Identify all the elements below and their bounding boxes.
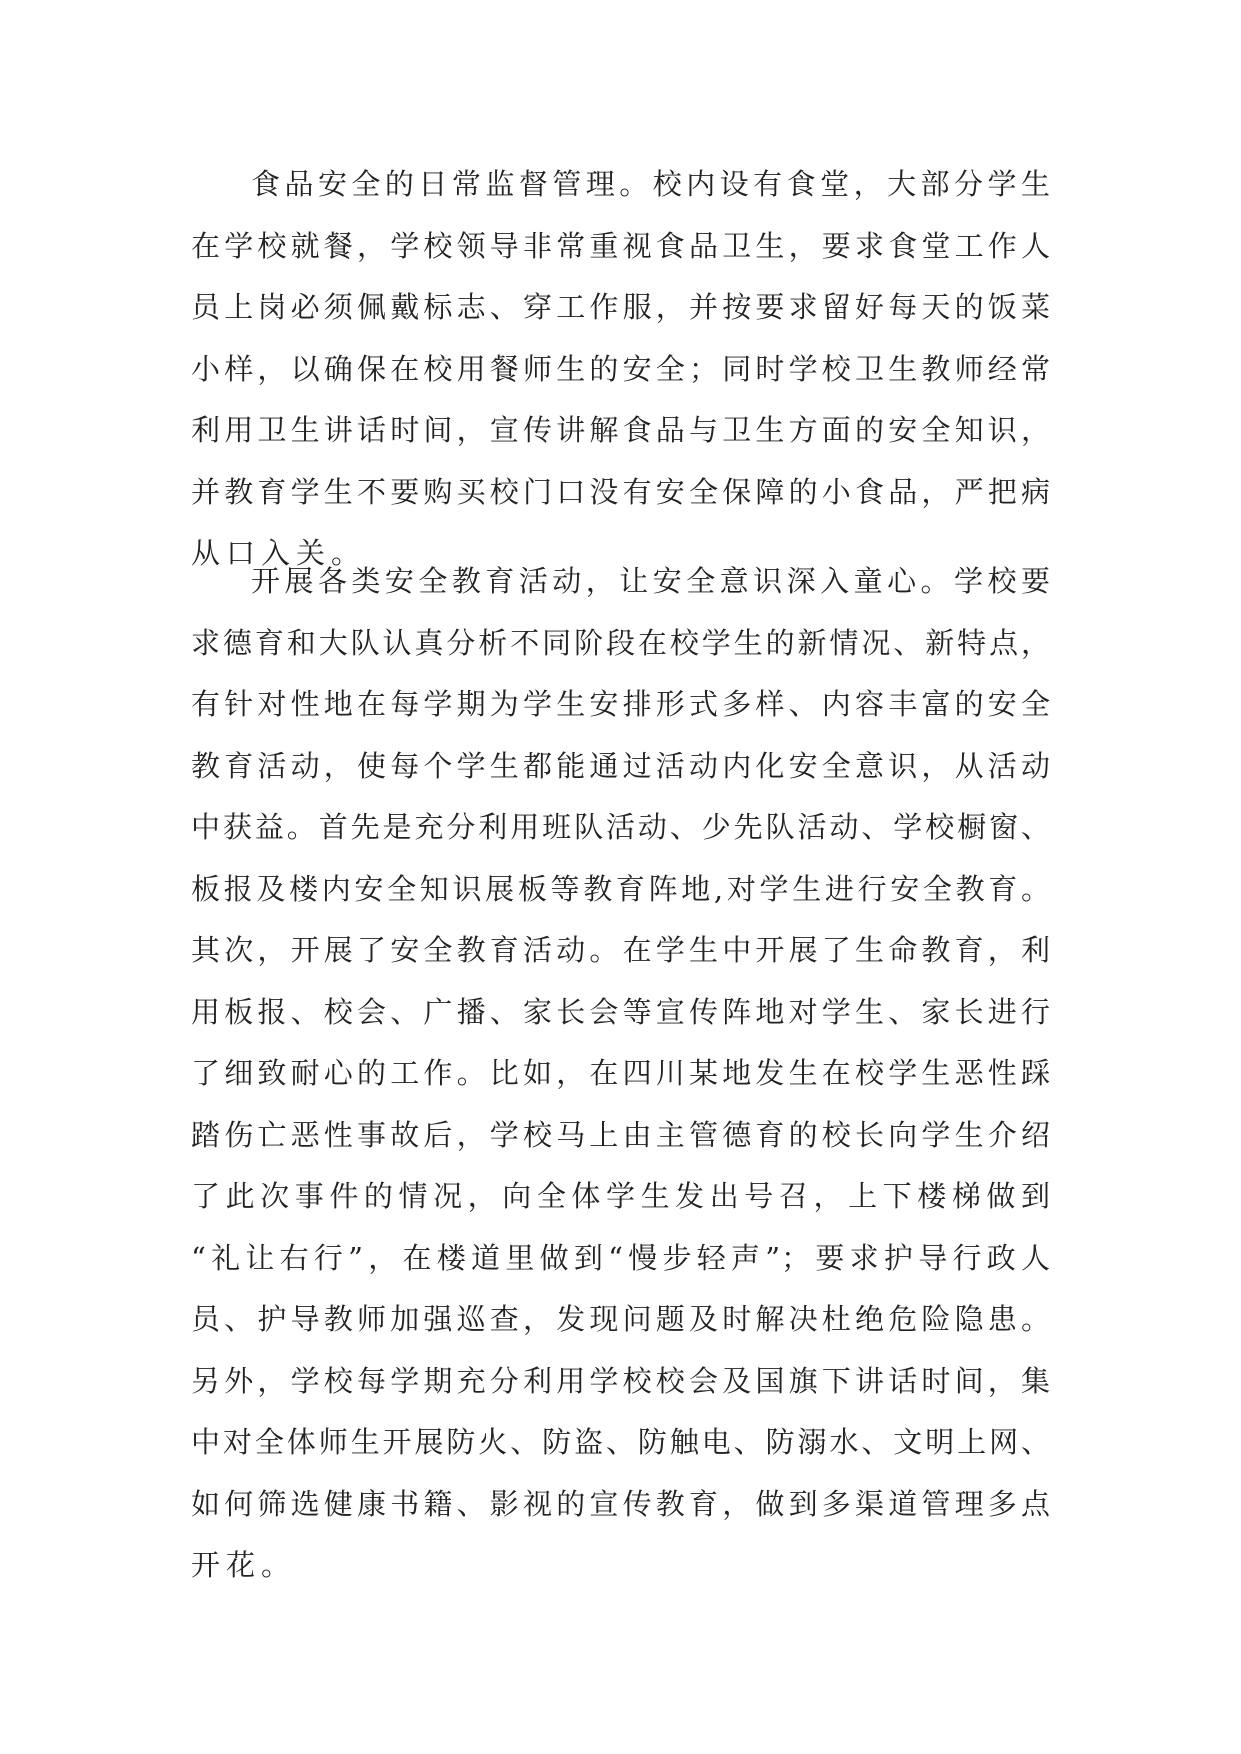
text-line: 板报及楼内安全知识展板等教育阵地,对学生进行安全教育。 xyxy=(191,871,1051,906)
text-line: 员上岗必须佩戴标志、穿工作服，并按要求留好每天的饭菜 xyxy=(191,290,1051,324)
text-line: 小样，以确保在校用餐师生的安全；同时学校卫生教师经常 xyxy=(191,351,1051,386)
text-line: 如何筛选健康书籍、影视的宣传教育，做到多渠道管理多点 xyxy=(191,1486,1051,1521)
text-line: 中获益。首先是充分利用班队活动、少先队活动、学校橱窗、 xyxy=(191,810,1051,844)
text-line: 有针对性地在每学期为学生安排形式多样、内容丰富的安全 xyxy=(191,687,1051,721)
text-line: 另外，学校每学期充分利用学校校会及国旗下讲话时间，集 xyxy=(191,1363,1051,1398)
text-line: 从口入关。 xyxy=(191,536,367,570)
text-line: 开展各类安全教育活动，让安全意识深入童心。学校要 xyxy=(251,564,1051,598)
text-line: 了此次事件的情况，向全体学生发出号召，上下楼梯做到 xyxy=(191,1179,1051,1213)
paragraph-food-safety xyxy=(191,154,1051,585)
text-line: 求德育和大队认真分析不同阶段在校学生的新情况、新特点， xyxy=(191,625,1051,660)
text-line: 其次，开展了安全教育活动。在学生中开展了生命教育，利 xyxy=(191,933,1051,967)
text-line: 员、护导教师加强巡查，发现问题及时解决杜绝危险隐患。 xyxy=(191,1302,1051,1336)
text-line: 中对全体师生开展防火、防盗、防触电、防溺水、文明上网、 xyxy=(191,1425,1051,1459)
text-line: 踏伤亡恶性事故后，学校马上由主管德育的校长向学生介绍 xyxy=(191,1117,1051,1152)
text-line: 开花。 xyxy=(191,1548,297,1582)
paragraph-safety-education xyxy=(191,551,1051,1597)
text-line: 用板报、校会、广播、家长会等宣传阵地对学生、家长进行 xyxy=(191,994,1051,1029)
text-line: “礼让右行”，在楼道里做到“慢步轻声”；要求护导行政人 xyxy=(191,1240,1051,1275)
text-line: 并教育学生不要购买校门口没有安全保障的小食品，严把病 xyxy=(191,474,1051,509)
text-line: 教育活动，使每个学生都能通过活动内化安全意识，从活动 xyxy=(191,748,1051,783)
text-line: 在学校就餐，学校领导非常重视食品卫生，要求食堂工作人 xyxy=(191,228,1051,263)
text-line: 利用卫生讲话时间，宣传讲解食品与卫生方面的安全知识， xyxy=(191,413,1051,447)
text-line: 了细致耐心的工作。比如，在四川某地发生在校学生恶性踩 xyxy=(191,1056,1051,1090)
text-line: 食品安全的日常监督管理。校内设有食堂，大部分学生 xyxy=(251,167,1051,201)
